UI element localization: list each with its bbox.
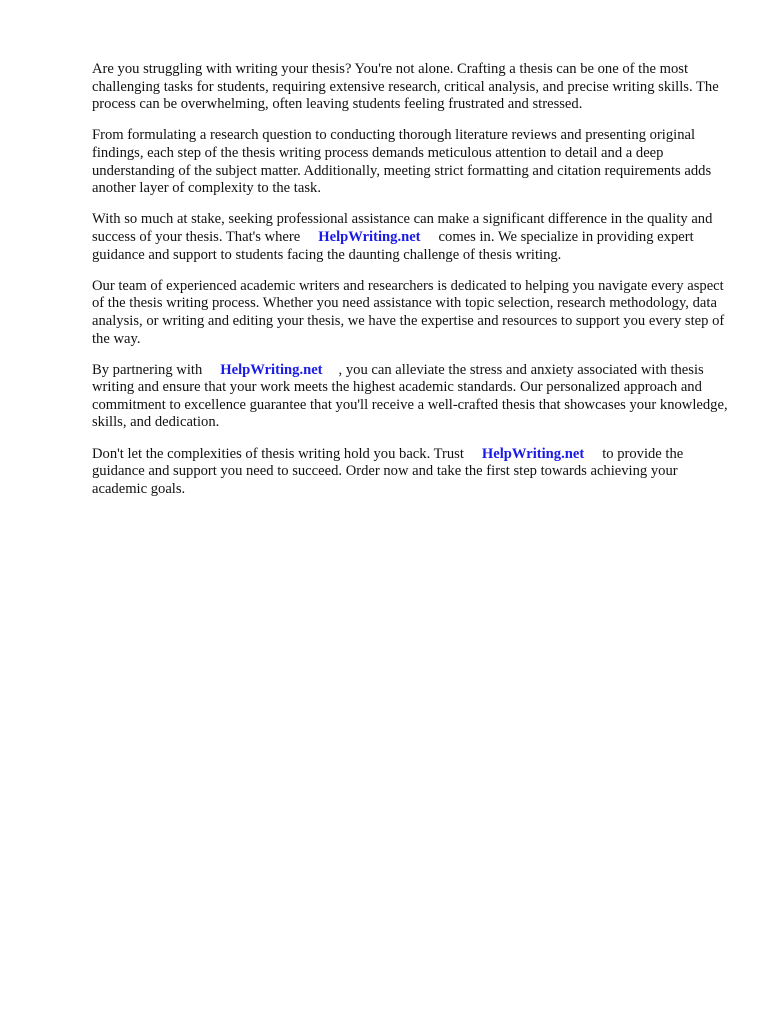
paragraph-text: to provide the guidance and support you need to succeed. Order now and take the first step towards achieving your academic goals. bbox=[92, 445, 684, 497]
paragraph-assistance bbox=[92, 211, 732, 264]
paragraph-process: From formulating a research question to conducting thorough literature reviews and presenting original findings, each step of the thesis writing process demands meticulous attention to detail and a deep understanding of the subject matter. Additionally, meeting strict formatting and citation requirements adds another layer of complexity to the task. bbox=[92, 127, 712, 197]
helpwriting-link[interactable]: HelpWriting.net bbox=[481, 445, 585, 462]
helpwriting-link[interactable]: HelpWriting.net bbox=[220, 361, 323, 378]
paragraph-partnering bbox=[92, 362, 732, 432]
paragraph-text: Don't let the complexities of thesis writing hold you back. Trust bbox=[92, 445, 464, 462]
paragraph-text: comes in. We specialize in providing expert guidance and support to students facing the daunting challenge of thesis writing. bbox=[92, 228, 694, 263]
helpwriting-link[interactable]: HelpWriting.net bbox=[318, 228, 421, 245]
paragraph-text: By partnering with bbox=[92, 361, 203, 378]
paragraph-text: With so much at stake, seeking professional assistance can make a significant difference in the quality and success of your thesis. That's where bbox=[92, 211, 713, 245]
paragraph-intro: Are you struggling with writing your thesis? You're not alone. Crafting a thesis can be one of the most challenging tasks for students, requiring extensive research, critical analysis, and precise writing skills. The process can be overwhelming, often leaving students feeling frustrated and stressed. bbox=[92, 61, 719, 113]
paragraph-team: Our team of experienced academic writers and researchers is dedicated to helping you navigate every aspect of the thesis writing process. Whether you need assistance with topic selection, research methodology, data analysis, or writing and editing your thesis, we have the expertise and resources to support you every step of the way. bbox=[92, 277, 725, 347]
paragraph-text: , you can alleviate the stress and anxiety associated with thesis writing and ensure that your work meets the highest academic standards. Our personalized approach and commitment to excellence guarantee that you'll receive a well-crafted thesis that showcases your knowledge, skills, and dedication. bbox=[92, 361, 728, 431]
document-body bbox=[92, 61, 732, 512]
paragraph-call-to-action bbox=[92, 446, 732, 499]
